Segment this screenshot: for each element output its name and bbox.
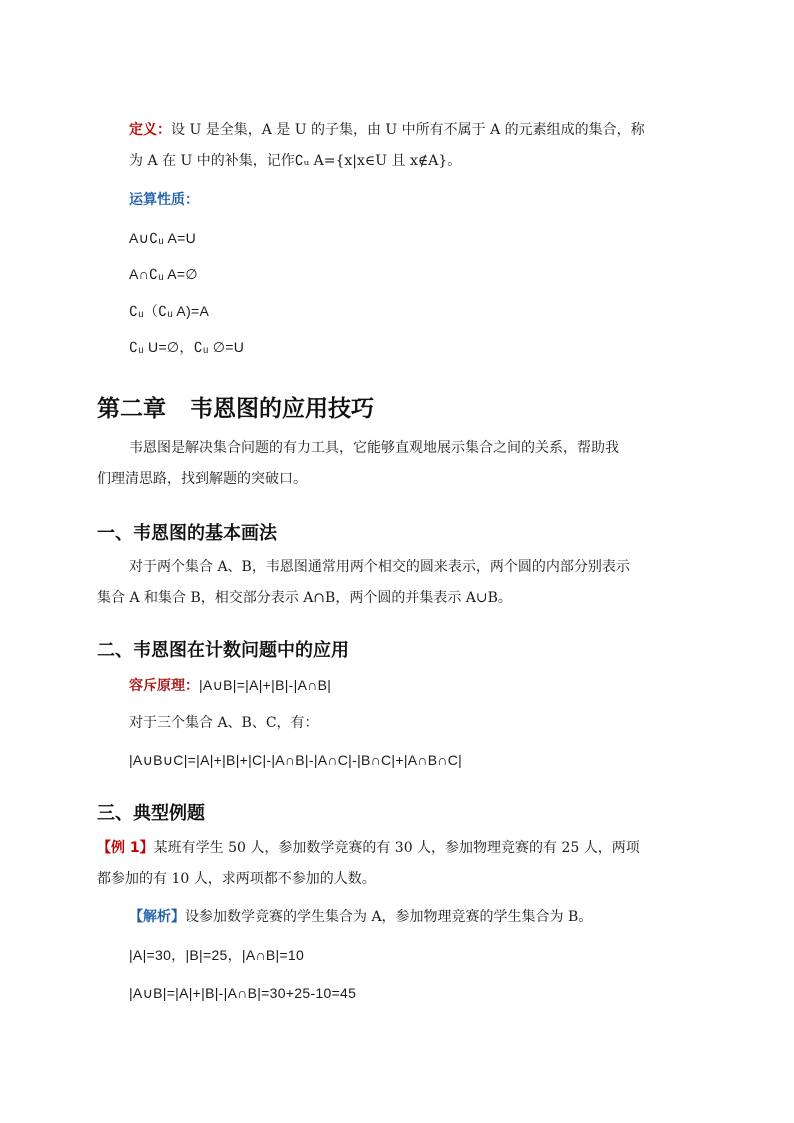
example-line-2: 都参加的有 10 人，求两项都不参加的人数。: [97, 871, 376, 887]
property-item: ∁ᵤ（∁ᵤ A)=A: [129, 303, 210, 319]
analysis-line: [129, 907, 592, 927]
property-item: A∩∁ᵤ A=∅: [129, 266, 198, 282]
section-1-line-1: 对于两个集合 A、B，韦恩图通常用两个相交的圆来表示，两个圆的内部分别表示: [129, 559, 630, 575]
example-label: 【例 1】: [97, 840, 154, 856]
three-sets-formula: |A∪B∪C|=|A|+|B|+|C|-|A∩B|-|A∩C|-|B∩C|+|A∩B∩C|: [129, 752, 463, 768]
section-3-title: 三、典型例题: [97, 803, 205, 824]
principle-label: 容斥原理：: [129, 678, 199, 694]
chapter-number: 第二章: [97, 396, 166, 422]
definition-label: 定义：: [129, 122, 171, 138]
example-line-1: [97, 838, 640, 858]
definition-text-1: 设 U 是全集，A 是 U 的子集，由 U 中所有不属于 A 的元素组成的集合，称: [171, 122, 645, 138]
solution-step-1: |A|=30，|B|=25，|A∩B|=10: [129, 947, 305, 963]
section-2-title: 二、韦恩图在计数问题中的应用: [97, 640, 349, 661]
analysis-text: 设参加数学竞赛的学生集合为 A，参加物理竞赛的学生集合为 B。: [185, 909, 593, 925]
chapter-title: 韦恩图的应用技巧: [190, 396, 374, 422]
analysis-label: 【解析】: [129, 909, 185, 925]
example-text-1: 某班有学生 50 人，参加数学竞赛的有 30 人，参加物理竞赛的有 25 人，两项: [153, 840, 640, 856]
property-item: ∁ᵤ U=∅，∁ᵤ ∅=U: [129, 339, 245, 355]
property-item: A∪∁ᵤ A=U: [129, 230, 196, 246]
principle-formula: |A∪B|=|A|+|B|-|A∩B|: [199, 677, 332, 693]
principle-line: [129, 675, 331, 696]
solution-step-2: |A∪B|=|A|+|B|-|A∩B|=30+25-10=45: [129, 985, 357, 1001]
chapter-intro-line-1: 韦恩图是解决集合问题的有力工具，它能够直观地展示集合之间的关系，帮助我: [129, 440, 619, 456]
properties-label: 运算性质：: [129, 192, 199, 208]
three-sets-text: 对于三个集合 A、B、C，有：: [129, 715, 319, 731]
definition-line-2: 为 A 在 U 中的补集，记作∁ᵤ A={x|x∈U 且 x∉A}。: [129, 153, 462, 169]
chapter-heading: [97, 394, 374, 424]
chapter-intro-line-2: 们理清思路，找到解题的突破口。: [97, 471, 307, 487]
definition-line-1: [129, 120, 645, 140]
section-1-title: 一、韦恩图的基本画法: [97, 523, 277, 544]
section-1-line-2: 集合 A 和集合 B，相交部分表示 A∩B，两个圆的并集表示 A∪B。: [97, 590, 512, 606]
